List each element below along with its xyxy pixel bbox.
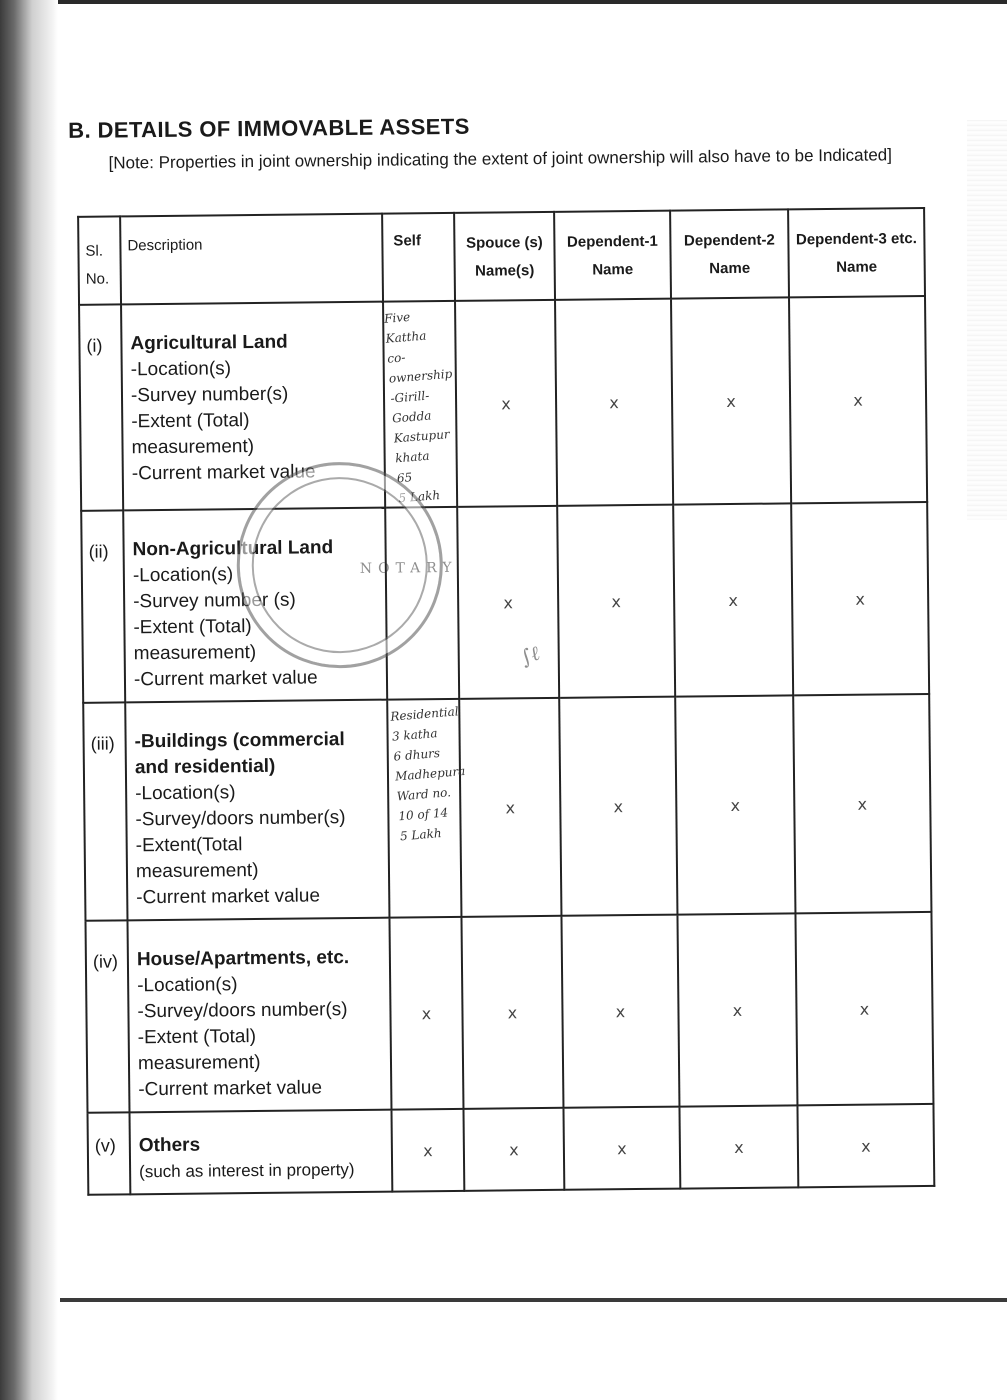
row-spouse-cell: x [455,300,557,507]
row-line: measurement) [137,1051,261,1075]
row-dependent-2-cell: x [673,503,793,696]
handwritten-line: Ward no. [396,785,452,804]
row-description [123,508,387,703]
row-description [127,918,391,1113]
row-self-cell: x [389,917,463,1110]
row-dependent-2-cell: x [675,695,795,914]
row-dependent-1-cell: x [563,1107,680,1190]
handwritten-entry [377,300,463,509]
handwritten-line: Kastupur [393,427,451,446]
document-page [62,101,942,1182]
table-row [79,296,927,511]
table-row [88,1104,935,1195]
section-note: [Note: Properties in joint ownership indicating the extent of joint ownership will also have to be Indicated] [108,145,893,173]
row-dependent-3-cell: x [791,502,929,695]
table-row [83,694,931,921]
row-line: -Current market value [136,885,321,909]
row-line: -Current market value [133,667,318,691]
handwritten-line: Residential [389,704,460,724]
row-sl-no: (iv) [85,920,129,1112]
handwritten-line: 10 of 14 [397,805,449,824]
row-description [121,302,385,511]
row-dependent-3-cell: x [789,296,927,503]
row-line: -Survey number (s) [133,589,296,613]
handwritten-line: co-ownership [386,350,453,386]
row-line: measurement) [131,436,255,459]
row-self-cell [385,507,459,700]
signature: ∫ℓ [516,640,543,670]
row-line: -Current market value [138,1077,323,1101]
header-sl-no: Sl. No. [78,216,121,304]
row-dependent-1-cell: x [561,915,679,1108]
header-description: Description [120,214,383,305]
row-line: -Location(s) [132,564,234,587]
row-line: -Extent(Total [135,834,243,857]
scan-right-speckle [967,120,1007,520]
row-sl-no: (iii) [83,702,127,920]
row-dependent-2-cell: x [677,913,797,1106]
header-dependent-2: Dependent-2 Name [670,209,789,298]
row-line: (such as interest in property) [139,1159,355,1182]
row-spouse-cell: x [459,698,561,917]
row-self-cell [387,699,466,918]
scan-bottom-line [60,1298,1007,1302]
section-heading: B. DETAILS OF IMMOVABLE ASSETS [68,113,470,143]
row-dependent-3-cell: x [793,694,931,913]
row-sl-no: (ii) [81,510,125,702]
handwritten-line: 3 katha [391,726,439,744]
handwritten-line: Five Kattha [383,309,427,346]
row-title: House/Apartments, etc. [136,947,350,971]
row-dependent-1-cell: x [555,299,673,506]
row-line: -Extent (Total) [133,616,252,639]
handwritten-line: Madhepura [394,763,466,784]
header-spouse: Spouce (s) Name(s) [454,212,555,301]
scan-top-edge [0,0,1007,4]
row-line: measurement) [135,859,259,883]
row-spouse-cell: x [463,1108,564,1191]
notary-stamp-text: NOTARY [359,559,458,577]
handwritten-line: 5 Lakh [399,826,443,844]
handwritten-line: khata [394,448,430,466]
row-spouse-cell: x [457,506,559,699]
row-dependent-3-cell: x [797,1104,934,1187]
scan-left-edge [0,0,58,1400]
row-dependent-2-cell: x [671,297,791,504]
row-line: -Location(s) [135,782,236,805]
handwritten-line: -Girill- [389,388,430,406]
row-sl-no: (v) [88,1112,131,1194]
header-dependent-3: Dependent-3 etc. Name [788,208,925,297]
row-line: measurement) [133,641,257,665]
header-dependent-1: Dependent-1 Name [554,211,671,300]
row-self-cell: x [391,1109,464,1192]
row-line: -Location(s) [137,974,238,997]
row-spouse-cell: x [461,916,563,1109]
row-sl-no: (i) [79,304,123,510]
header-self: Self [382,213,455,302]
row-dependent-1-cell: x [557,505,675,698]
row-line: -Extent (Total) [137,1026,257,1049]
table-row [81,502,929,703]
row-line: -Current market value [131,461,316,485]
row-title: Others [138,1134,201,1157]
row-dependent-1-cell: x [559,697,677,916]
row-dependent-2-cell: x [679,1105,798,1188]
row-title: Non-Agricultural Land [132,537,334,561]
row-line: -Survey/doors number(s) [137,999,348,1023]
immovable-assets-table [77,207,935,1196]
row-title: Agricultural Land [130,331,288,355]
row-line: -Location(s) [130,358,232,381]
handwritten-line: Godda [391,408,432,426]
row-description [130,1110,393,1195]
handwritten-line: 6 dhurs [393,745,441,764]
row-line: -Extent (Total) [131,410,250,433]
handwritten-line: 5 Lakh [398,487,441,506]
table-row [85,912,933,1113]
handwritten-line: 65 [396,470,413,486]
row-dependent-3-cell: x [795,912,933,1105]
row-title: -Buildings (commercial and residential) [134,729,345,779]
row-description [125,700,389,921]
row-self-cell [383,301,457,508]
table-header-row [78,208,925,305]
handwritten-entry [383,698,464,847]
row-line: -Survey/doors number(s) [135,807,346,831]
row-line: -Survey number(s) [130,383,289,407]
